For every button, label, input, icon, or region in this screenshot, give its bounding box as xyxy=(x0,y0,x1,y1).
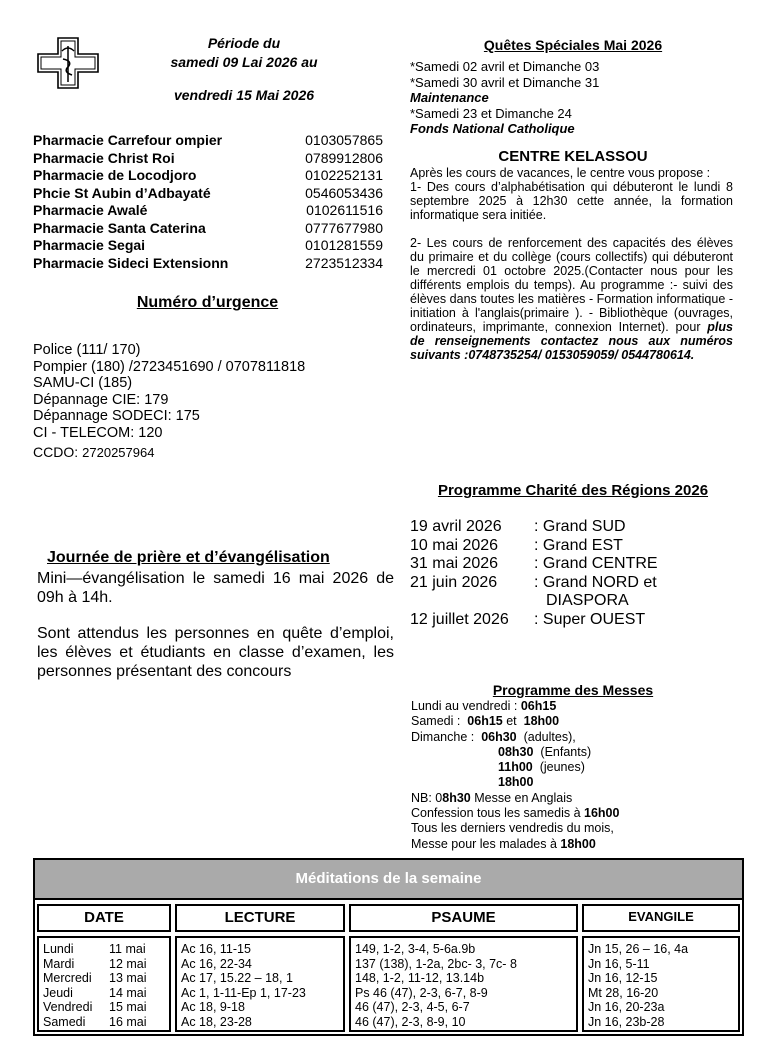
charite-row xyxy=(410,611,740,630)
messes-dimanche-time: 11h00 xyxy=(498,760,533,775)
row-day: Jeudi xyxy=(43,985,73,1000)
ccdo-number: 2720257964 xyxy=(82,445,155,460)
urgence-title: Numéro d’urgence xyxy=(136,294,279,311)
kelassou-intro: Après les cours de vacances, le centre vous propose : xyxy=(410,166,711,180)
periode-header xyxy=(140,34,348,105)
pharmacy-cross-icon xyxy=(37,37,99,89)
row-date: 15 mai xyxy=(109,1000,147,1015)
urgence-line: Dépannage SODECI: 175 xyxy=(33,408,200,424)
meditations-table xyxy=(33,858,744,1036)
kelassou-paragraph-2 xyxy=(410,236,733,362)
row-day: Mercredi xyxy=(43,971,92,986)
periode-line2: samedi 09 Lai 2026 au xyxy=(170,54,318,70)
messes-confession-time: 16h00 xyxy=(584,806,620,821)
messes-nb-text: Messe en Anglais xyxy=(474,790,573,805)
messes-dimanche-row xyxy=(411,745,741,760)
pharmacy-phone: 0102611516 xyxy=(306,202,383,218)
row-date: 16 mai xyxy=(109,1014,147,1029)
periode-line3: vendredi 15 Mai 2026 xyxy=(173,87,315,103)
pharmacy-name: Pharmacie Carrefour ompier xyxy=(33,132,223,148)
messes-confession xyxy=(411,806,741,821)
pharmacy-name: Pharmacie Segai xyxy=(33,237,146,253)
messes-dimanche-time: 18h00 xyxy=(498,775,534,790)
charite-region: : Grand SUD xyxy=(534,518,626,535)
psaume-cell: 148, 1-2, 11-12, 13.14b xyxy=(355,971,485,986)
charite-date: 19 avril 2026 xyxy=(410,518,502,535)
urgence-line: Dépannage CIE: 179 xyxy=(33,391,169,408)
pharmacy-name: Pharmacie Santa Caterina xyxy=(33,219,206,236)
col-header-lecture: LECTURE xyxy=(175,904,345,932)
charite-row xyxy=(410,555,740,574)
pharmacy-phone: 0103057865 xyxy=(305,132,383,148)
pharmacy-phone: 0102252131 xyxy=(305,167,383,183)
priere-text xyxy=(37,569,394,698)
psaume-cell: 137 (138), 1-2a, 2bc- 3, 7c- 8 xyxy=(355,956,517,971)
pharmacy-row xyxy=(33,185,383,203)
pharmacy-phone: 0101281559 xyxy=(305,237,383,253)
evangile-cell: Jn 16, 12-15 xyxy=(588,971,658,986)
messes-title: Programme des Messes xyxy=(492,682,654,698)
psaume-cell: 46 (47), 2-3, 4-5, 6-7 xyxy=(355,1000,470,1015)
charite-date xyxy=(410,592,534,611)
priere-paragraph-1: Mini—évangélisation le samedi 16 mai 2026 de 09h à 14h. xyxy=(37,570,394,606)
messes-dimanche-note: (adultes), xyxy=(523,729,576,744)
messes-dimanche-time: 06h30 xyxy=(481,729,517,744)
charite-title: Programme Charité des Régions 2026 xyxy=(437,482,709,499)
evangile-cell: Jn 16, 23b-28 xyxy=(588,1014,665,1029)
quete-line: *Samedi 02 avril et Dimanche 03 xyxy=(410,59,600,74)
pharmacy-phone: 0546053436 xyxy=(305,184,383,201)
kelassou-contact: plus de renseignements contactez nous aux numéros suivants :0748735254/ 0153059059/ 0544780614. xyxy=(410,320,733,362)
charite-date: 21 juin 2026 xyxy=(410,573,498,591)
charite-row xyxy=(410,574,740,593)
messes-samedi-label: Samedi : xyxy=(411,714,461,729)
messes-samedi xyxy=(411,714,741,729)
lecture-cell: Ac 1, 1-11-Ep 1, 17-23 xyxy=(181,985,306,1000)
pharmacy-name: Pharmacie Sideci Extensionn xyxy=(33,254,229,271)
messes-samedi-time1: 06h15 xyxy=(467,714,503,729)
evangile-cell: Mt 28, 16-20 xyxy=(588,985,659,1000)
urgence-line: SAMU-CI (185) xyxy=(33,375,133,391)
urgence-list xyxy=(33,342,383,462)
messes-vendredi: Tous les derniers vendredis du mois, xyxy=(411,821,614,836)
priere-paragraph-2: Sont attendus les personnes en quête d’emploi, les élèves et étudiants en classe d’examen, les personnes présentant des concours xyxy=(37,625,394,680)
messes-dimanche-note: (jeunes) xyxy=(539,760,585,775)
messes-dimanche-label: Dimanche : xyxy=(411,729,475,744)
table-row xyxy=(43,957,169,972)
messes-nb xyxy=(411,791,741,806)
meditations-title: Méditations de la semaine xyxy=(35,860,742,900)
table-row xyxy=(43,1000,169,1015)
messes-malades-time: 18h00 xyxy=(560,836,596,851)
quetes-title: Quêtes Spéciales Mai 2026 xyxy=(483,37,663,53)
lecture-cell: Ac 18, 23-28 xyxy=(181,1014,252,1029)
urgence-line: Police (111/ 170) xyxy=(33,342,141,358)
messes-malades xyxy=(411,837,741,852)
row-date: 13 mai xyxy=(109,971,147,986)
row-date: 12 mai xyxy=(109,956,147,971)
messes-dimanche xyxy=(411,730,741,745)
charite-list xyxy=(410,518,740,629)
pharmacy-name: Pharmacie Christ Roi xyxy=(33,149,175,166)
charite-row xyxy=(410,537,740,556)
messes-dimanche-note: (Enfants) xyxy=(540,744,592,759)
evangile-cell: Jn 15, 26 – 16, 4a xyxy=(588,942,689,956)
pharmacy-row xyxy=(33,255,383,273)
pharmacy-row xyxy=(33,202,383,220)
row-day: Mardi xyxy=(43,956,75,971)
evangile-cell: Jn 16, 20-23a xyxy=(588,1000,665,1015)
charite-row xyxy=(410,518,740,537)
messes-list xyxy=(411,699,741,852)
messes-weekday xyxy=(411,699,741,714)
quetes-list xyxy=(410,59,740,137)
messes-weekday-time: 06h15 xyxy=(520,699,557,713)
messes-confession-text: Confession tous les samedis à xyxy=(411,806,581,821)
pharmacy-phone: 0777677980 xyxy=(305,219,383,236)
row-day: Samedi xyxy=(43,1014,86,1029)
lecture-cell: Ac 16, 22-34 xyxy=(181,956,252,971)
charite-date: 10 mai 2026 xyxy=(410,536,499,554)
messes-samedi-time2: 18h00 xyxy=(523,714,560,729)
pharmacy-list xyxy=(33,132,383,272)
psaume-cell: 149, 1-2, 3-4, 5-6a.9b xyxy=(355,942,476,956)
ccdo-line xyxy=(33,444,383,462)
messes-nb-time: 8h30 xyxy=(442,790,471,805)
quete-purpose: Maintenance xyxy=(410,90,489,105)
quete-line: *Samedi 23 et Dimanche 24 xyxy=(410,105,572,121)
lecture-cell: Ac 16, 11-15 xyxy=(181,942,251,956)
messes-nb-prefix: NB: 0 xyxy=(411,790,443,805)
kelassou-paragraph-1: 1- Des cours d’alphabétisation qui débuteront le lundi 8 septembre 2025 à 12h30 cette année, la formation informatique sera initiée. xyxy=(410,180,733,222)
col-date xyxy=(37,936,171,1032)
pharmacy-phone: 2723512334 xyxy=(305,254,383,271)
evangile-cell: Jn 16, 5-11 xyxy=(588,956,650,971)
pharmacy-row xyxy=(33,150,383,168)
charite-date: 31 mai 2026 xyxy=(410,555,499,572)
table-row xyxy=(43,986,169,1001)
row-date: 14 mai xyxy=(109,985,147,1000)
pharmacy-row xyxy=(33,220,383,238)
kelassou-text xyxy=(410,166,733,376)
row-day: Vendredi xyxy=(43,1000,93,1015)
row-day: Lundi xyxy=(43,942,74,956)
urgence-line: CI - TELECOM: 120 xyxy=(33,424,163,441)
priere-title: Journée de prière et d’évangélisation xyxy=(47,549,330,566)
psaume-cell: Ps 46 (47), 2-3, 6-7, 8-9 xyxy=(355,985,488,1000)
col-header-evangile: EVANGILE xyxy=(582,904,740,932)
messes-malades-text: Messe pour les malades à xyxy=(411,836,557,851)
quete-purpose: Fonds National Catholique xyxy=(410,121,575,136)
messes-weekday-label: Lundi au vendredi : xyxy=(411,699,518,713)
col-header-psaume: PSAUME xyxy=(349,904,578,932)
psaume-cell: 46 (47), 2-3, 8-9, 10 xyxy=(355,1014,466,1029)
charite-row xyxy=(410,592,740,611)
charite-region: : Grand NORD et xyxy=(534,573,657,591)
messes-dimanche-row xyxy=(411,760,741,775)
table-row xyxy=(43,971,169,986)
pharmacy-row xyxy=(33,167,383,185)
kelassou-title: CENTRE KELASSOU xyxy=(498,148,648,165)
table-row xyxy=(43,1015,169,1030)
charite-region: : Super OUEST xyxy=(534,610,646,628)
charite-region: DIASPORA xyxy=(546,592,629,609)
kelassou-paragraph-2-text: 2- Les cours de renforcement des capacités des élèves du primaire et du collège (cours collectifs) qui débuteront le mercredi 01 octobre 2025.(Contacter nous pour les différents emplois du temps). Au programme :- suivi des élèves dans toutes les matières - Formation informatique - initiation à l'anglais(primaire ). - Bibliothèque (ouvrages, ordinateurs, imprimante, connexion Internet). pour xyxy=(410,236,733,334)
pharmacy-phone: 0789912806 xyxy=(305,149,383,166)
messes-dimanche-row xyxy=(411,775,741,790)
table-row xyxy=(43,942,169,957)
charite-region: : Grand CENTRE xyxy=(534,555,658,572)
urgence-line: Pompier (180) /2723451690 / 0707811818 xyxy=(33,358,306,375)
messes-dimanche-time: 08h30 xyxy=(498,744,534,759)
charite-region: : Grand EST xyxy=(534,536,623,554)
periode-line1: Période du xyxy=(207,35,281,51)
col-lecture xyxy=(175,936,345,1032)
col-psaume xyxy=(349,936,578,1032)
quete-line: *Samedi 30 avril et Dimanche 31 xyxy=(410,74,600,90)
row-date: 11 mai xyxy=(109,942,146,956)
pharmacy-row xyxy=(33,132,383,150)
col-evangile xyxy=(582,936,740,1032)
lecture-cell: Ac 18, 9-18 xyxy=(181,1000,245,1015)
pharmacy-name: Pharmacie Awalé xyxy=(33,202,148,218)
pharmacy-name: Phcie St Aubin d’Adbayaté xyxy=(33,184,211,201)
messes-samedi-et: et xyxy=(506,714,517,729)
pharmacy-row xyxy=(33,237,383,255)
charite-date: 12 juillet 2026 xyxy=(410,610,509,628)
lecture-cell: Ac 17, 15.22 – 18, 1 xyxy=(181,971,293,986)
ccdo-label: CCDO: xyxy=(33,444,79,460)
pharmacy-name: Pharmacie de Locodjoro xyxy=(33,167,197,183)
col-header-date: DATE xyxy=(37,904,171,932)
